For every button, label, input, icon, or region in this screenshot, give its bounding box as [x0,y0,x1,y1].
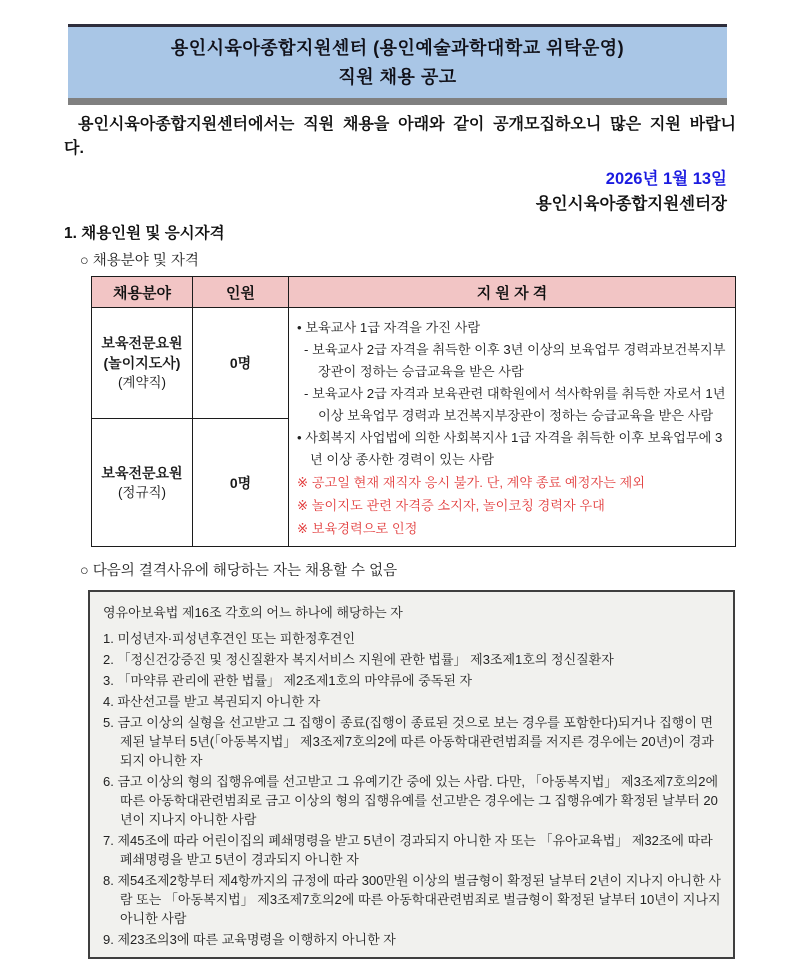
notice-title-banner [68,24,727,98]
item-marker: ※ [297,475,309,490]
qualification-item [297,427,727,471]
item-text: 「마약류 관리에 관한 법률」 제2조제1호의 마약류에 중독된 자 [117,673,473,688]
recruitment-table [91,276,736,547]
qualification-item [297,495,727,517]
item-marker: 1. [103,631,114,646]
field-subname: (놀이지도사) [103,355,181,372]
item-text: 제23조의3에 따른 교육명령을 이행하지 아니한 자 [117,932,396,947]
title-line-1: 용인시육아종합지원센터 (용인예술과학대학교 위탁운영) [170,38,625,58]
item-text: 보육경력으로 인정 [311,521,418,536]
notice-signer: 용인시육아종합지원센터장 [535,195,727,213]
item-text: 제45조에 따라 어린이집의 폐쇄명령을 받고 5년이 경과되지 아니한 자 또는 「유아교육법」 제32조에 따라 폐쇄명령을 받고 5년이 경과되지 아니한 자 [117,833,713,867]
item-text: 금고 이상의 형의 집행유예를 선고받고 그 유예기간 중에 있는 사람. 다만, 「아동복지법」 제3조제7호의2에 따른 아동학대관련범죄로 금고 이상의 형의 집행유예를 선고받은 경우에는 그 집행유예가 확정된 날부터 20년이 지나지 아니한 사람 [117,774,719,827]
count-cell: 0명 [193,419,289,547]
banner-divider-bar [68,98,727,105]
field-cell-contract [92,308,193,419]
qualification-item [297,518,727,540]
item-text: 미성년자·피성년후견인 또는 피한정후견인 [117,631,356,646]
qualification-item [304,339,727,383]
qualification-item [304,383,727,427]
item-text: 영유아보육법 제16조 각호의 어느 하나에 해당하는 자 [103,605,403,620]
field-name: 보육전문요원 [101,464,183,481]
item-marker: - [304,342,309,357]
item-text: 금고 이상의 실형을 선고받고 그 집행이 종료(집행이 종료된 것으로 보는 경우를 포함한다)되거나 집행이 면제된 날부터 5년(「아동복지법」 제3조제7호의2에 따른 아동학대관련범죄를 저지른 경우에는 20년)이 경과되지 아니한 자 [117,715,714,768]
item-text: 사회복지 사업법에 의한 사회복지사 1급 자격을 취득한 이후 보육업무에 3년 이상 종사한 경력이 있는 사람 [305,430,723,467]
disqualification-item [103,629,721,648]
disqualification-item [103,713,721,770]
item-marker: ※ [297,498,309,513]
item-marker: 8. [103,873,114,888]
disqualification-box [88,590,735,959]
title-line-2: 직원 채용 공고 [338,67,457,87]
disqualification-item [103,603,721,622]
field-type: (계약직) [117,375,167,391]
table-header-row [92,277,736,308]
disqualification-item [103,772,721,829]
item-text: 보육교사 2급 자격을 취득한 이후 3년 이상의 보육업무 경력과보건복지부장관이 정하는 승급교육을 받은 사람 [312,342,726,379]
item-text: 파산선고를 받고 복권되지 아니한 자 [117,694,321,709]
item-marker: 5. [103,715,114,730]
disqualification-item [103,671,721,690]
disqualification-item [103,871,721,928]
item-text: 제54조제2항부터 제4항까지의 규정에 따라 300만원 이상의 벌금형이 확정된 날부터 2년이 지나지 아니한 사람 또는 「아동복지법」 제3조제7호의2에 따른 아동학대관련범죄로 벌금형이 확정된 날부터 10년이 지나지 아니한 사람 [117,873,721,926]
item-text: 보육교사 2급 자격과 보육관련 대학원에서 석사학위를 취득한 자로서 1년 이상 보육업무 경력과 보건복지부장관이 정하는 승급교육을 받은 사람 [312,386,726,423]
count-cell: 0명 [193,308,289,419]
item-marker: 2. [103,652,114,667]
item-marker: - [304,386,309,401]
col-header-qualification: 지 원 자 격 [289,277,736,308]
field-name: 보육전문요원 [101,335,183,352]
qualification-item [297,472,727,494]
qualification-item [297,317,727,339]
qualification-cell [289,308,736,547]
field-type: (정규직) [117,484,167,500]
disqualification-item [103,831,721,869]
item-text: 공고일 현재 재직자 응시 불가. 단, 계약 종료 예정자는 제외 [311,475,646,490]
notice-date: 2026년 1월 13일 [605,170,727,188]
item-text: 놀이지도 관련 자격증 소지자, 놀이코칭 경력자 우대 [311,498,605,513]
item-marker: 4. [103,694,114,709]
disqualification-item [103,650,721,669]
table-row [92,308,736,419]
section1-title: 1. 채용인원 및 응시자격 [64,225,225,242]
intro-paragraph: 용인시육아종합지원센터에서는 직원 채용을 아래와 같이 공개모집하오니 많은 지원 바랍니다. [64,116,736,157]
section2-title: ○ 다음의 결격사유에 해당하는 자는 채용할 수 없음 [80,563,398,579]
item-marker: 7. [103,833,114,848]
disqualification-item [103,930,721,949]
item-marker: 9. [103,932,114,947]
col-header-count: 인원 [193,277,289,308]
item-text: 보육교사 1급 자격을 가진 사람 [305,320,481,335]
item-marker: • [297,320,302,335]
item-text: 「정신건강증진 및 정신질환자 복지서비스 지원에 관한 법률」 제3조제1호의 정신질환자 [117,652,614,667]
item-marker: 3. [103,673,114,688]
section1-subtitle: ○ 채용분야 및 자격 [80,253,199,269]
item-marker: 6. [103,774,114,789]
item-marker: ※ [297,521,309,536]
col-header-field: 채용분야 [92,277,193,308]
disqualification-item [103,692,721,711]
item-marker: • [297,430,302,445]
field-cell-regular [92,419,193,547]
